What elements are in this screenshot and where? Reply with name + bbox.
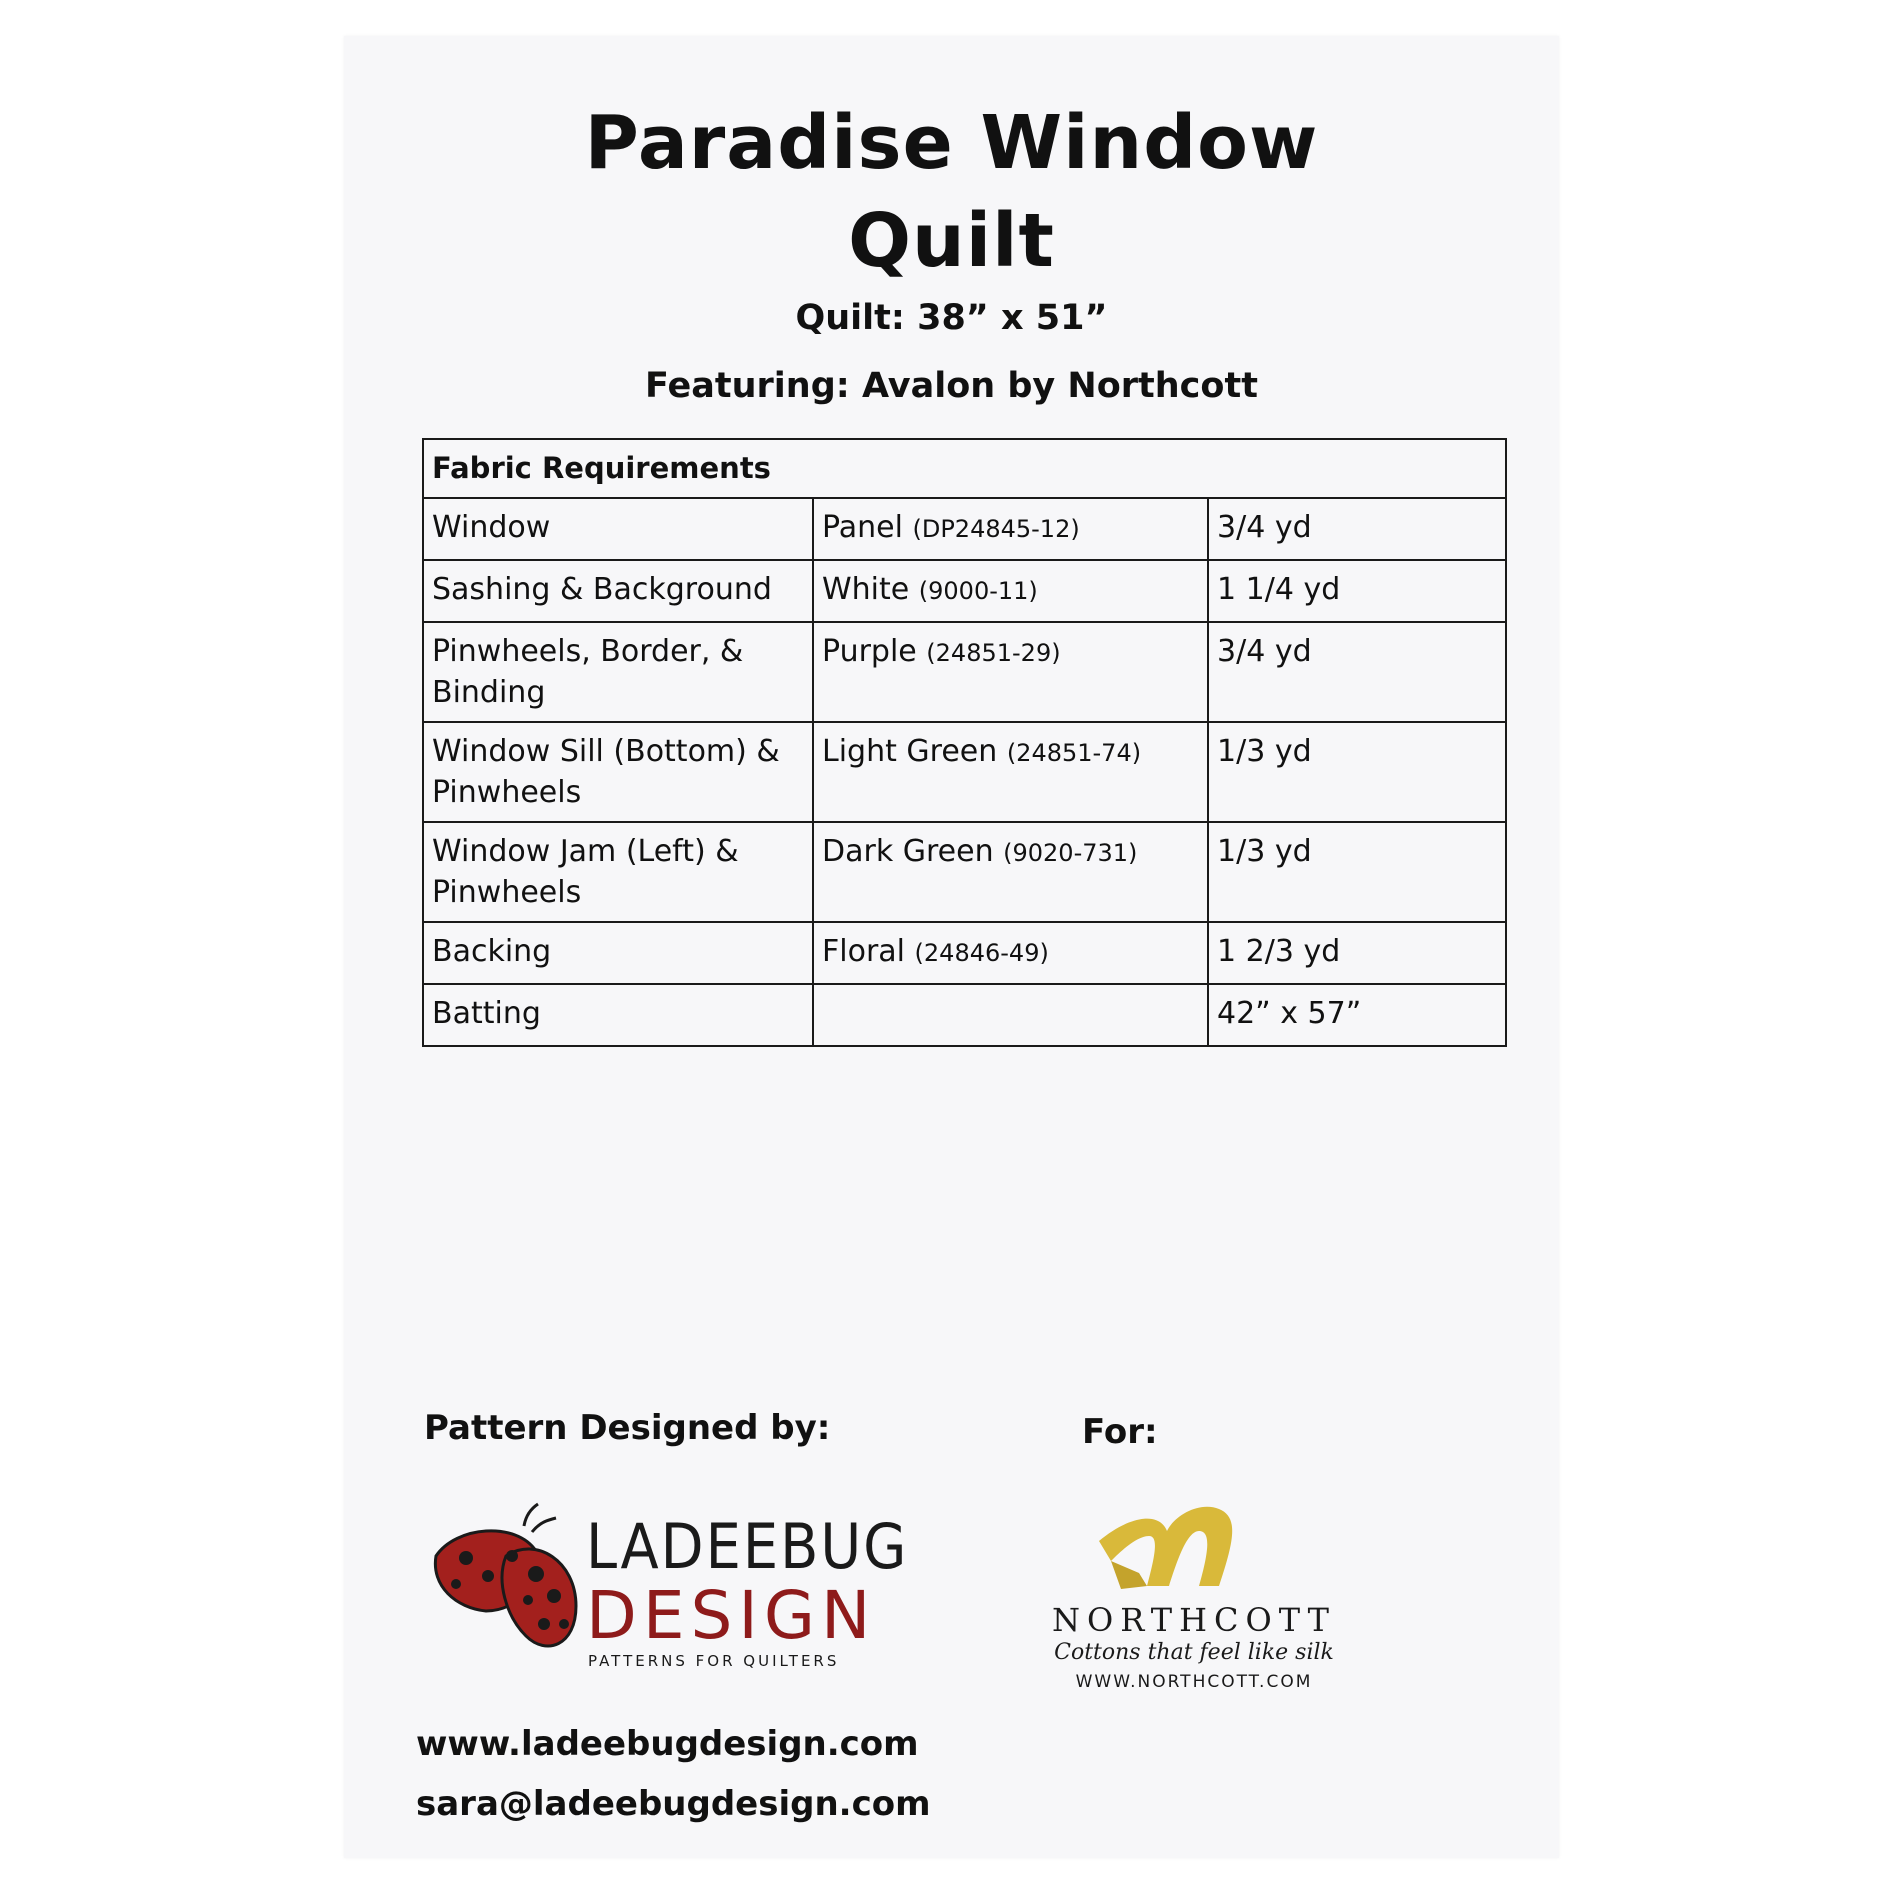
northcott-name-text: NORTHCOTT xyxy=(1051,1601,1337,1639)
fabric-code: (24851-29) xyxy=(926,639,1061,667)
fabric-color-name: Floral xyxy=(822,934,905,969)
fabric-code: (DP24845-12) xyxy=(912,515,1080,543)
fabric-use: Sashing & Background xyxy=(423,560,813,622)
designed-by-label: Pattern Designed by: xyxy=(424,1408,831,1448)
table-row xyxy=(423,922,1506,984)
fabric-amount: 3/4 yd xyxy=(1208,622,1506,722)
ladybug-icon xyxy=(435,1504,576,1646)
table-row xyxy=(423,498,1506,560)
table-row xyxy=(423,984,1506,1046)
fabric-color-name: White xyxy=(822,572,910,607)
fabric-code: (9020-731) xyxy=(1003,839,1138,867)
fabric-amount: 42” x 57” xyxy=(1208,984,1506,1046)
fabric-color xyxy=(813,822,1208,922)
fabric-requirements-table xyxy=(422,438,1507,1047)
table-row xyxy=(423,622,1506,722)
for-label: For: xyxy=(1082,1412,1158,1452)
fabric-amount: 3/4 yd xyxy=(1208,498,1506,560)
logo-ladeebug-text: LADEEBUG xyxy=(586,1510,909,1583)
fabric-amount: 1 1/4 yd xyxy=(1208,560,1506,622)
title-line-2: Quilt xyxy=(848,198,1055,284)
fabric-color xyxy=(813,984,1208,1046)
featuring-line: Featuring: Avalon by Northcott xyxy=(645,366,1258,406)
fabric-color xyxy=(813,922,1208,984)
fabric-color xyxy=(813,560,1208,622)
fabric-use: Window Jam (Left) & Pinwheels xyxy=(423,822,813,922)
fabric-color-name: Light Green xyxy=(822,734,998,769)
fabric-color xyxy=(813,722,1208,822)
fabric-use: Batting xyxy=(423,984,813,1046)
quilt-size: Quilt: 38” x 51” xyxy=(795,298,1108,338)
fabric-code: (24851-74) xyxy=(1006,739,1142,767)
designer-website: www.ladeebugdesign.com xyxy=(416,1724,919,1764)
fabric-color-name: Purple xyxy=(822,634,917,669)
fabric-color-name: Panel xyxy=(822,510,903,545)
fabric-code: (9000-11) xyxy=(918,577,1038,605)
fabric-use: Window xyxy=(423,498,813,560)
table-row xyxy=(423,722,1506,822)
pattern-title xyxy=(344,94,1559,290)
table-header: Fabric Requirements xyxy=(423,439,1506,498)
fabric-amount: 1 2/3 yd xyxy=(1208,922,1506,984)
table-row xyxy=(423,822,1506,922)
northcott-tagline-text: Cottons that feel like silk xyxy=(1054,1640,1334,1665)
northcott-n-icon xyxy=(1099,1507,1232,1589)
logo-design-text: DESIGN xyxy=(586,1577,877,1654)
fabric-amount: 1/3 yd xyxy=(1208,822,1506,922)
fabric-use: Window Sill (Bottom) & Pinwheels xyxy=(423,722,813,822)
pattern-back-page xyxy=(344,36,1559,1858)
table-row xyxy=(423,560,1506,622)
fabric-code: (24846-49) xyxy=(914,939,1049,967)
fabric-use: Backing xyxy=(423,922,813,984)
ladeebug-design-logo xyxy=(426,1496,909,1686)
fabric-color xyxy=(813,498,1208,560)
fabric-use: Pinwheels, Border, & Binding xyxy=(423,622,813,722)
title-line-1: Paradise Window xyxy=(584,100,1319,186)
fabric-color xyxy=(813,622,1208,722)
fabric-color-name: Dark Green xyxy=(822,834,994,869)
logo-tagline-text: PATTERNS FOR QUILTERS xyxy=(588,1652,840,1670)
northcott-url-text: WWW.NORTHCOTT.COM xyxy=(1075,1672,1313,1692)
fabric-amount: 1/3 yd xyxy=(1208,722,1506,822)
northcott-logo xyxy=(1049,1491,1339,1711)
designer-email: sara@ladeebugdesign.com xyxy=(416,1784,931,1824)
